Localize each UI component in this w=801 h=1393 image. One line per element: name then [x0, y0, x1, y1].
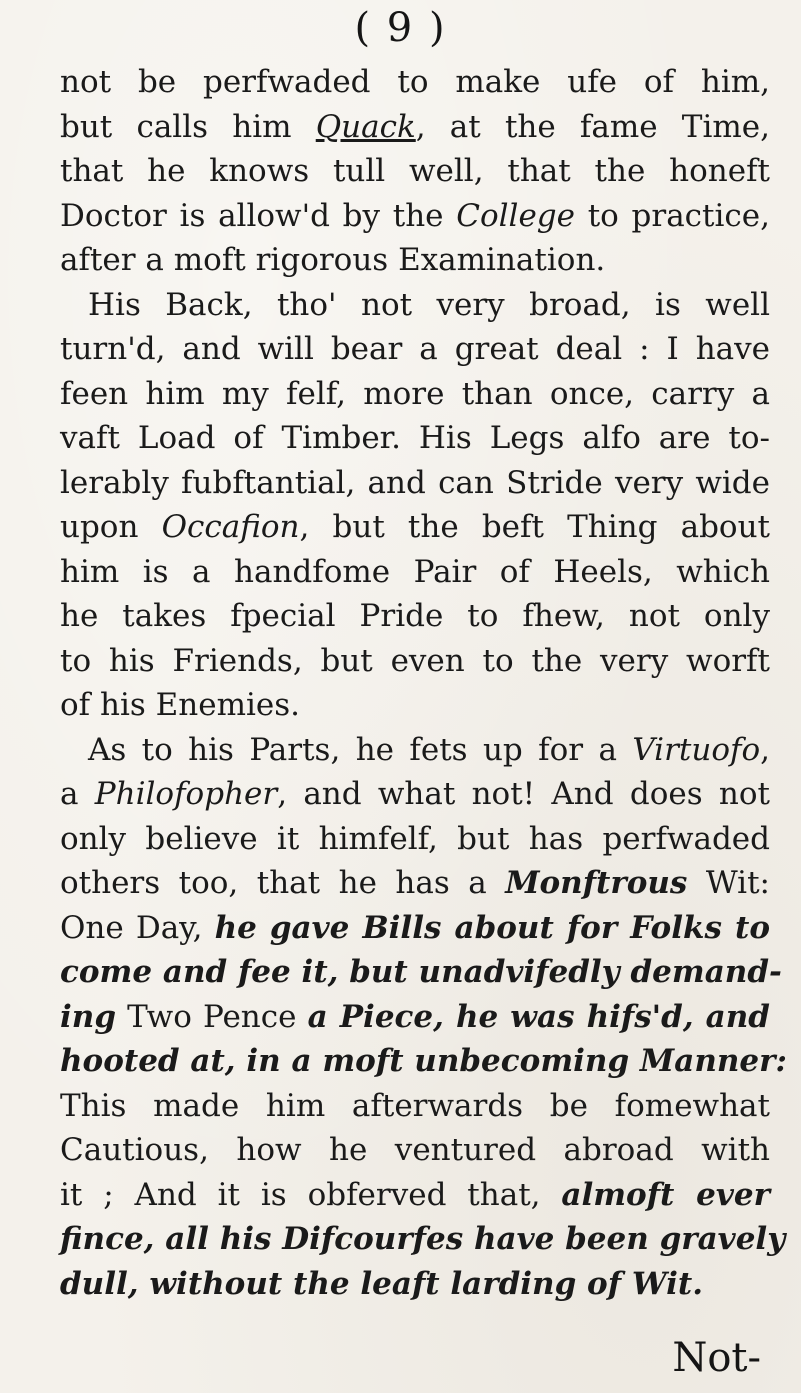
text-line	[60, 683, 770, 728]
text-line	[60, 505, 770, 550]
text-run: This made him afterwards be fomewhat	[60, 1087, 770, 1124]
emphasized-text: dull, without the leaft larding of Wit.	[60, 1265, 704, 1302]
text-run: others too, that he has a	[60, 865, 506, 901]
text-run: Wit:	[687, 865, 770, 901]
text-run: , and what not! And does not	[277, 776, 770, 812]
text-line	[60, 1128, 770, 1173]
page-number: ( 9 )	[354, 5, 447, 51]
text-line	[60, 105, 770, 150]
emphasized-text: come and fee it, but unadvifedly demand-	[60, 954, 782, 990]
text-line	[60, 327, 770, 372]
text-run: that he knows tull well, that the honeft	[60, 153, 770, 189]
text-run: Cautious, how he ventured abroad with	[60, 1132, 770, 1168]
emphasized-text: fince, all his Difcourfes have been gravely	[60, 1221, 786, 1257]
text-line	[60, 817, 770, 862]
text-line	[60, 149, 770, 194]
text-run: after a moft rigorous Examination.	[60, 242, 606, 278]
text-line	[60, 950, 782, 995]
text-line	[60, 416, 770, 461]
emphasized-text: ing	[60, 998, 116, 1035]
text-run: ,	[760, 731, 770, 768]
text-run: of his Enemies.	[60, 687, 300, 723]
emphasized-text: Philofopher	[94, 776, 278, 812]
text-run: to practice,	[574, 197, 770, 234]
text-line	[60, 1084, 770, 1129]
text-line	[60, 372, 770, 417]
text-line	[60, 461, 770, 506]
emphasized-text: almoft ever	[561, 1176, 770, 1213]
text-run: he takes fpecial Pride to fhew, not only	[60, 598, 770, 634]
text-run: him is a handfome Pair of Heels, which	[60, 553, 770, 590]
text-run: a	[60, 776, 95, 812]
text-line	[60, 1262, 770, 1307]
emphasized-text: Virtuofo	[632, 731, 761, 768]
text-run: vaft Load of Timber. His Legs alfo are to-	[60, 420, 770, 456]
emphasized-text: Monftrous	[505, 865, 688, 901]
text-run: upon	[60, 509, 162, 545]
text-line	[60, 238, 770, 283]
text-line	[60, 772, 770, 817]
emphasized-text: Occafion	[161, 509, 300, 545]
text-run: it ; And it is obferved that,	[60, 1176, 562, 1213]
text-run: Two Pence	[116, 998, 308, 1035]
text-run: only believe it himfelf, but has perfwaded	[60, 820, 770, 857]
text-line	[60, 194, 770, 239]
text-run: One Day,	[60, 909, 215, 946]
text-line	[60, 283, 770, 328]
text-run: , but the beft Thing about	[299, 509, 770, 545]
text-line	[60, 995, 770, 1040]
text-run: not be perfwaded to make ufe of him,	[60, 64, 770, 100]
text-line	[60, 1173, 770, 1218]
text-line	[60, 1217, 786, 1262]
text-line	[60, 550, 770, 595]
catchword: Not-	[672, 1335, 761, 1381]
text-run: but calls him	[60, 108, 316, 145]
emphasized-text: hooted at, in a moft unbecoming Manner:	[60, 1043, 787, 1079]
text-run: to his Friends, but even to the very worft	[60, 642, 770, 679]
text-line	[60, 60, 770, 105]
text-run: His Back, tho' not very broad, is well	[88, 286, 770, 323]
text-line	[60, 1039, 787, 1084]
emphasized-text: Quack	[315, 108, 416, 145]
emphasized-text: he gave Bills about for Folks to	[214, 909, 770, 946]
emphasized-text: a Piece, he was hifs'd, and	[307, 998, 770, 1035]
text-line	[60, 861, 770, 906]
text-line	[60, 639, 770, 684]
text-run: turn'd, and will bear a great deal : I have	[60, 331, 770, 367]
emphasized-text: College	[456, 197, 575, 234]
text-run: lerably fubftantial, and can Stride very wide	[60, 464, 770, 501]
text-run: feen him my felf, more than once, carry a	[60, 375, 770, 412]
text-line	[60, 906, 770, 951]
text-run: Doctor is allow'd by the	[60, 197, 457, 234]
text-run: As to his Parts, he fets up for a	[88, 731, 633, 768]
text-run: , at the fame Time,	[415, 108, 770, 145]
text-line	[60, 594, 770, 639]
body-text	[60, 60, 787, 1306]
text-line	[60, 728, 770, 773]
